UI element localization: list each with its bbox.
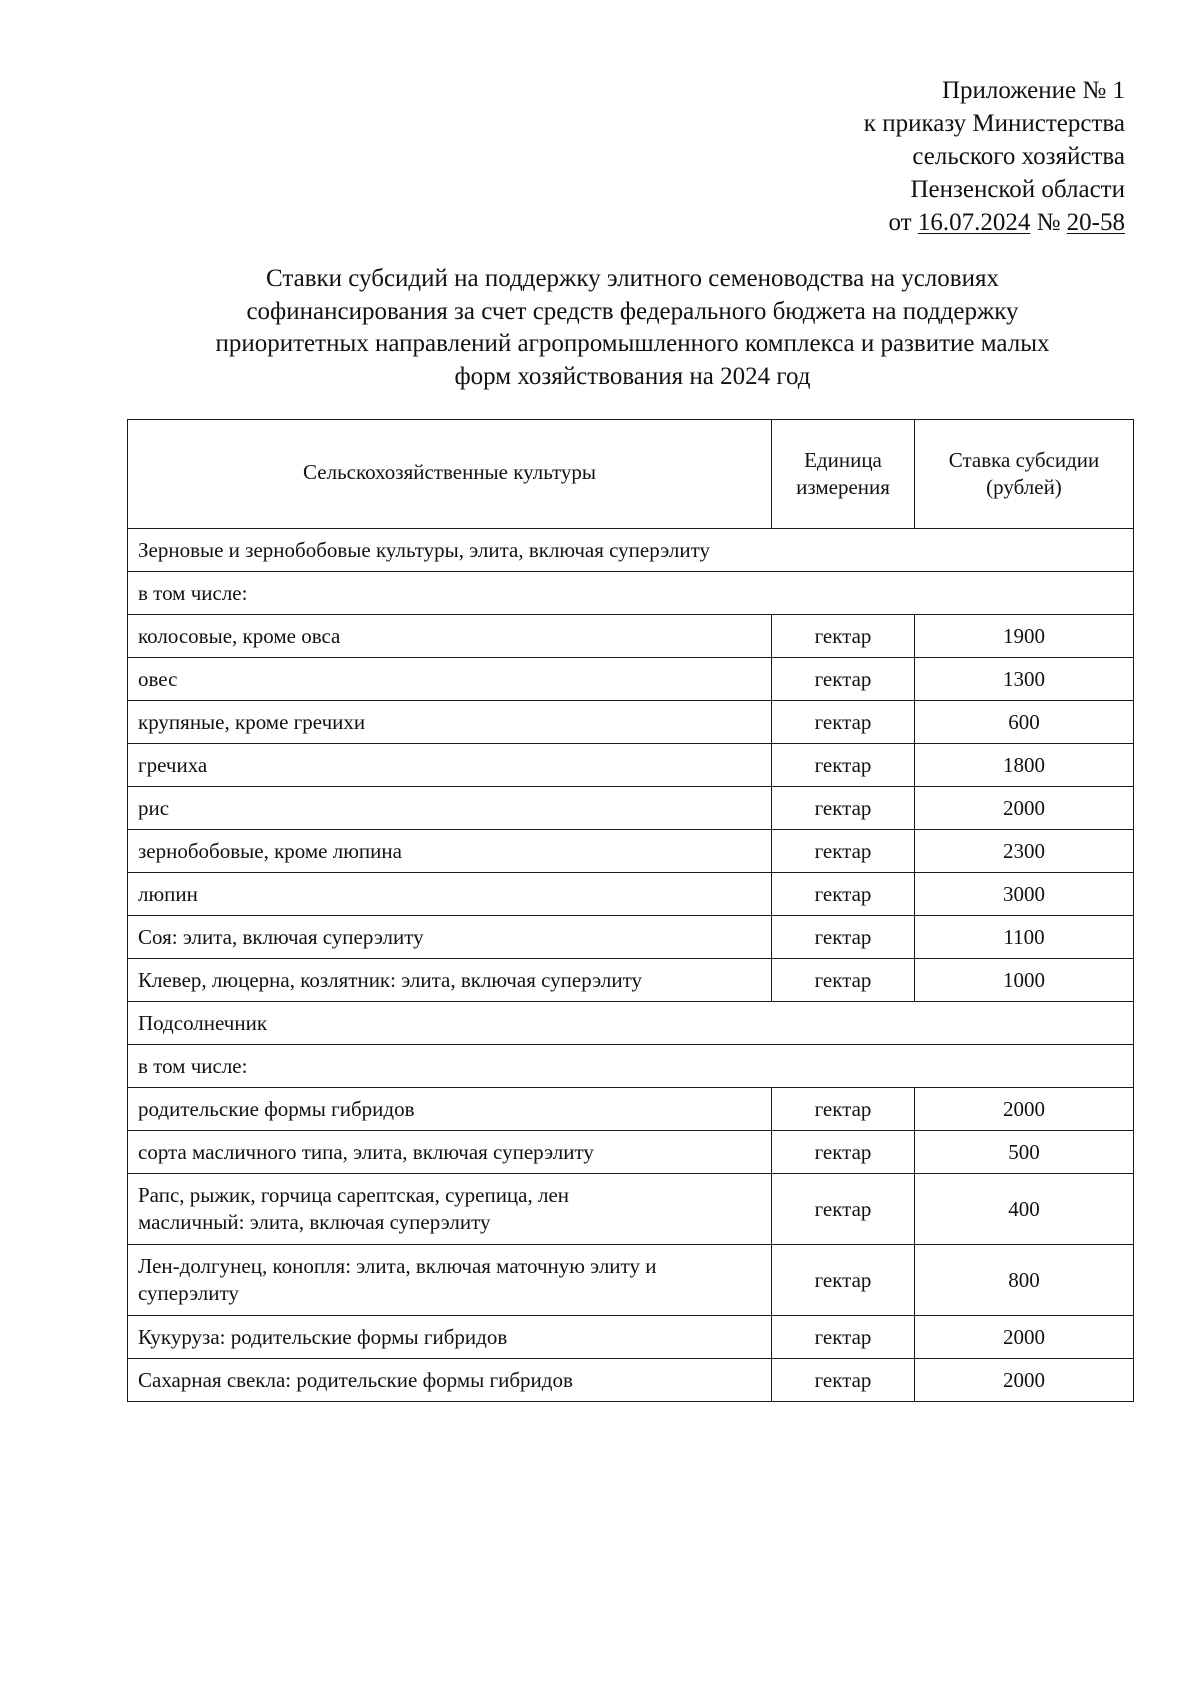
appendix-region: Пензенской области [910,176,1125,203]
appendix-number: Приложение № 1 [941,77,1125,104]
appendix-date-line [700,206,1125,239]
rate-cell: 600 [915,701,1134,744]
title-line: форм хозяйствования на 2024 год [454,362,811,390]
rate-cell: 500 [915,1131,1134,1174]
header-unit: Единица измерения [772,420,915,529]
table-row [128,830,1134,873]
table-row [128,1245,1134,1316]
unit-cell: гектар [772,916,915,959]
unit-cell: гектар [772,1359,915,1402]
table-row [128,1088,1134,1131]
document-title [120,263,1145,393]
crop-cell: овес [128,658,772,701]
table-row [128,959,1134,1002]
rate-cell: 2000 [915,1316,1134,1359]
rate-cell: 2000 [915,1088,1134,1131]
table-row [128,1131,1134,1174]
table-row [128,744,1134,787]
table-row [128,916,1134,959]
crop-cell: Лен-долгунец, конопля: элита, включая маточную элиту и суперэлиту [128,1245,772,1316]
rate-cell: 3000 [915,873,1134,916]
crop-cell: Кукуруза: родительские формы гибридов [128,1316,772,1359]
appendix-ministry: сельского хозяйства [912,143,1125,170]
crop-cell: сорта масличного типа, элита, включая суперэлиту [128,1131,772,1174]
table-row [128,615,1134,658]
rate-cell: 2000 [915,787,1134,830]
unit-cell: гектар [772,1316,915,1359]
crop-cell: зернобобовые, кроме люпина [128,830,772,873]
unit-cell: гектар [772,830,915,873]
rate-cell: 800 [915,1245,1134,1316]
crop-cell: рис [128,787,772,830]
table-header-row [128,420,1134,529]
unit-cell: гектар [772,1131,915,1174]
rate-cell: 400 [915,1174,1134,1245]
rate-cell: 1100 [915,916,1134,959]
table-row [128,1174,1134,1245]
appendix-order-ref: к приказу Министерства [863,110,1125,137]
table-row [128,1045,1134,1088]
rate-cell: 2000 [915,1359,1134,1402]
unit-cell: гектар [772,1245,915,1316]
subsection-cell: в том числе: [128,572,1134,615]
unit-cell: гектар [772,701,915,744]
date-prefix: от [888,209,912,236]
unit-cell: гектар [772,1174,915,1245]
title-line: Ставки субсидий на поддержку элитного семеноводства на условиях [266,265,999,292]
crop-cell: родительские формы гибридов [128,1088,772,1131]
table-row [128,1359,1134,1402]
crop-cell: крупяные, кроме гречихи [128,701,772,744]
unit-cell: гектар [772,1088,915,1131]
table-row [128,701,1134,744]
table-row [128,1002,1134,1045]
rate-cell: 2300 [915,830,1134,873]
table-row [128,658,1134,701]
rate-cell: 1800 [915,744,1134,787]
crop-cell: колосовые, кроме овса [128,615,772,658]
crop-cell: Соя: элита, включая суперэлиту [128,916,772,959]
crop-cell: Сахарная свекла: родительские формы гибридов [128,1359,772,1402]
unit-cell: гектар [772,615,915,658]
title-line: приоритетных направлений агропромышленного комплекса и развитие малых [215,330,1050,357]
number-sign: № [1036,209,1061,236]
table-row [128,572,1134,615]
subsection-cell: в том числе: [128,1045,1134,1088]
crop-cell: Рапс, рыжик, горчица сарептская, сурепица, лен масличный: элита, включая суперэлиту [128,1174,772,1245]
unit-cell: гектар [772,873,915,916]
title-line: софинансирования за счет средств федерального бюджета на поддержку [246,297,1019,325]
table-row [128,873,1134,916]
rate-cell: 1300 [915,658,1134,701]
rate-cell: 1900 [915,615,1134,658]
table-row [128,787,1134,830]
table-row [128,529,1134,572]
header-crop: Сельскохозяйственные культуры [128,420,772,529]
order-number: 20-58 [1066,209,1125,236]
header-rate: Ставка субсидии (рублей) [915,420,1134,529]
unit-cell: гектар [772,658,915,701]
crop-cell: люпин [128,873,772,916]
table-row [128,1316,1134,1359]
section-cell: Подсолнечник [128,1002,1134,1045]
rate-cell: 1000 [915,959,1134,1002]
subsidy-rates-table [127,419,1134,1402]
unit-cell: гектар [772,787,915,830]
section-cell: Зерновые и зернобобовые культуры, элита, включая суперэлиту [128,529,1134,572]
crop-cell: Клевер, люцерна, козлятник: элита, включая суперэлиту [128,959,772,1002]
order-date: 16.07.2024 [917,209,1031,236]
unit-cell: гектар [772,744,915,787]
crop-cell: гречиха [128,744,772,787]
appendix-header [700,74,1125,239]
unit-cell: гектар [772,959,915,1002]
